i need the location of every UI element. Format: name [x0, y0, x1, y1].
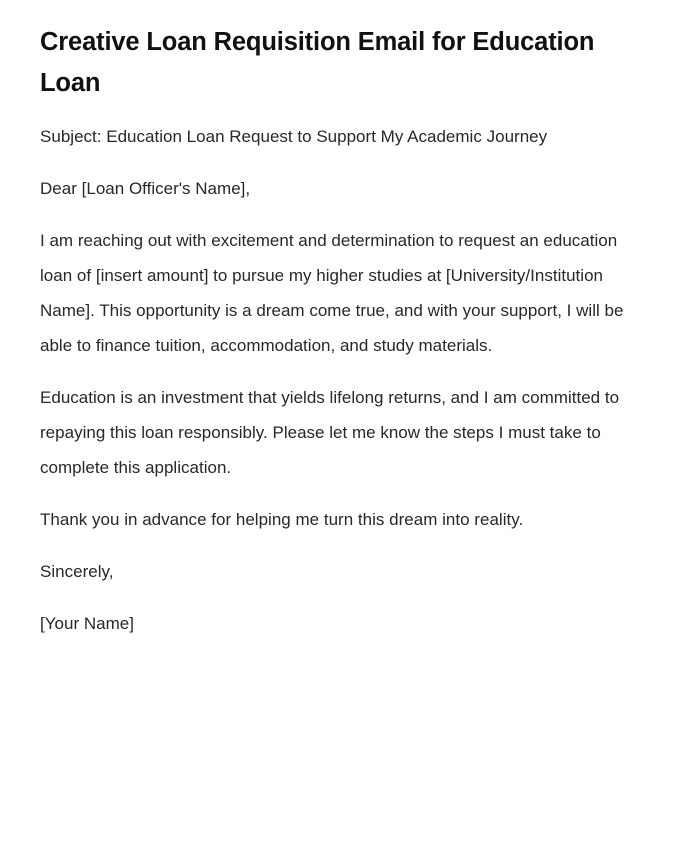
page-title: Creative Loan Requisition Email for Education Loan [40, 28, 595, 97]
signature: [Your Name] [40, 614, 134, 633]
closing: Sincerely, [40, 562, 114, 581]
body-paragraph-2: Education is an investment that yields lifelong returns, and I am committed to repaying this loan responsibly. Please let me know the steps I must take to complete this application. [40, 388, 624, 477]
subject-line: Subject: Education Loan Request to Support My Academic Journey [40, 127, 548, 146]
body-paragraph-1: I am reaching out with excitement and determination to request an education loan of [insert amount] to pursue my higher studies at [University/Institution Name]. This opportunity is a dream come true, and with your support, I will be able to finance tuition, accommodation, and study materials. [40, 231, 629, 355]
salutation: Dear [Loan Officer's Name], [40, 179, 251, 198]
body-paragraph-3: Thank you in advance for helping me turn this dream into reality. [40, 510, 524, 529]
article-body [40, 119, 636, 641]
